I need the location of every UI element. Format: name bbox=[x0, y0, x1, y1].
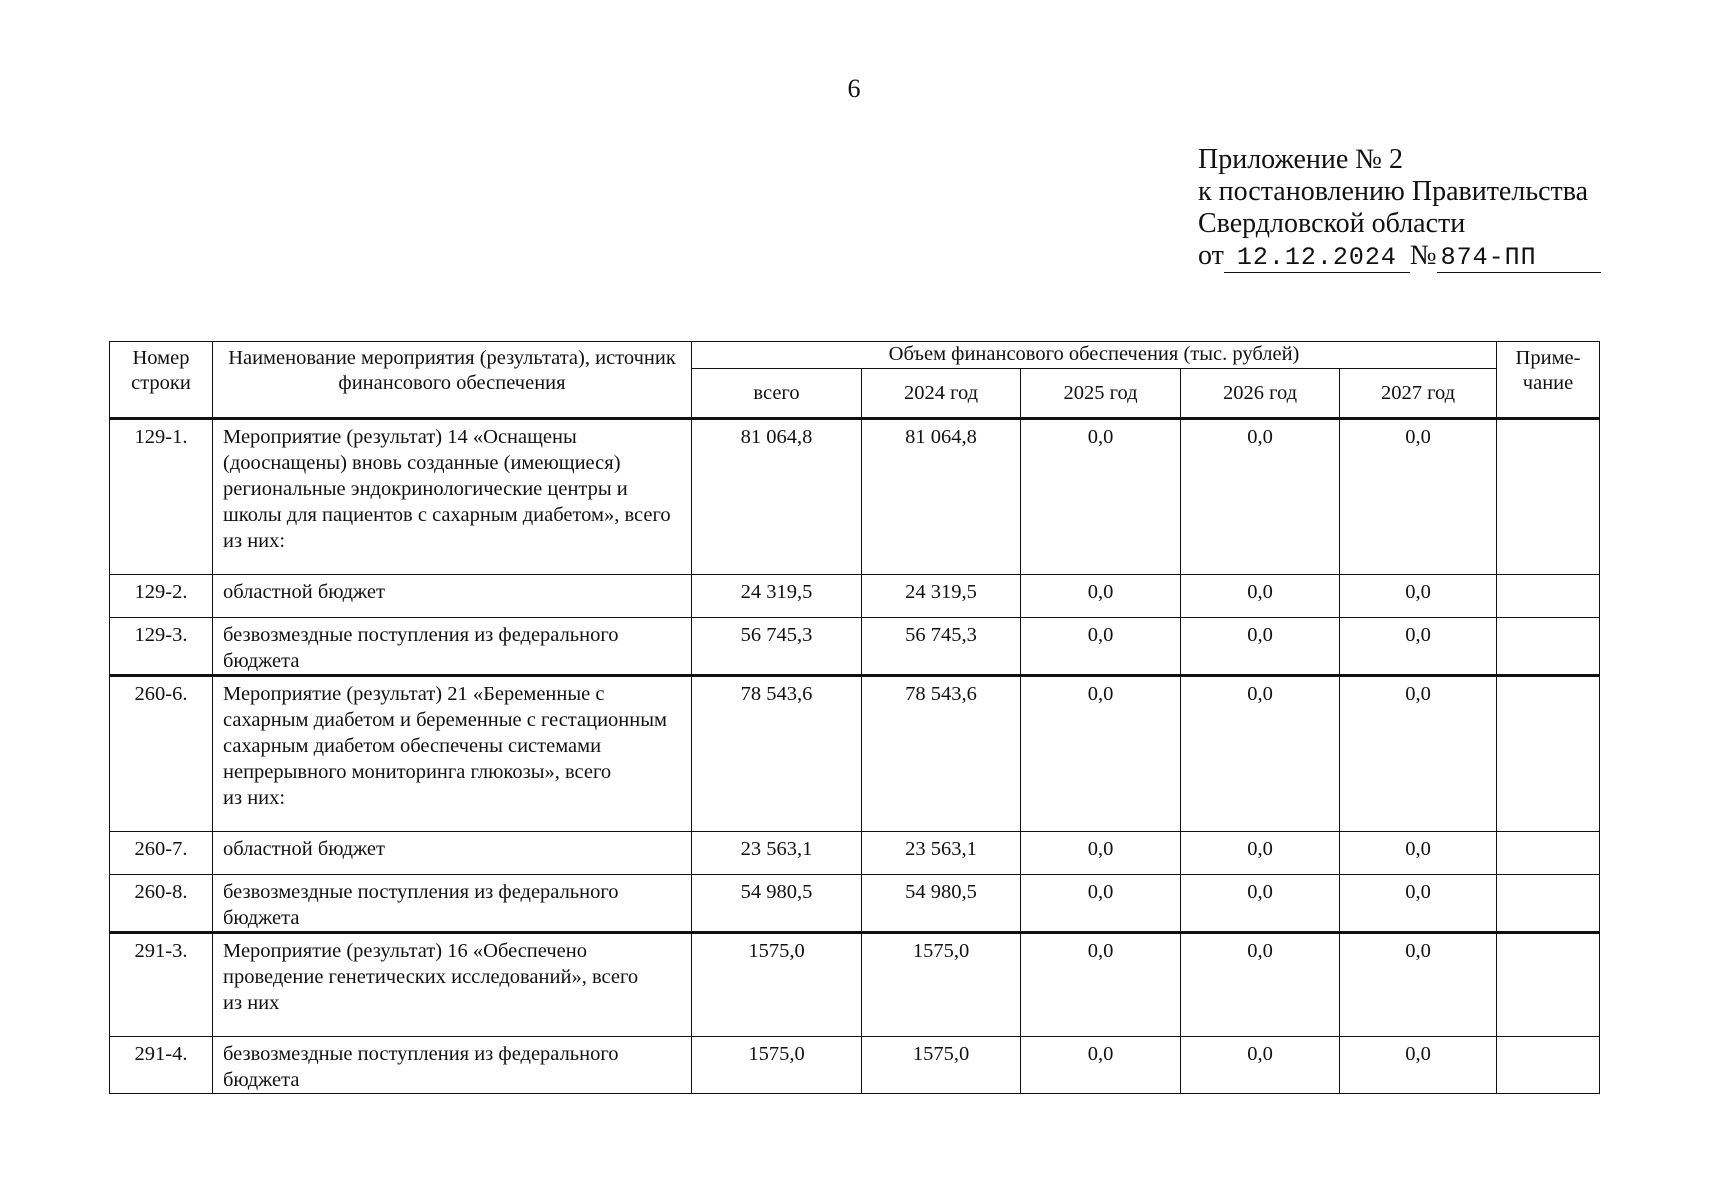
cell-2024: 24 319,5 bbox=[862, 575, 1021, 618]
cell-2027: 0,0 bbox=[1340, 933, 1497, 1037]
cell-total: 54 980,5 bbox=[692, 875, 862, 933]
cell-name-text: безвозмездные поступления из федерального бюджета bbox=[223, 1043, 619, 1091]
cell-note bbox=[1497, 1037, 1600, 1094]
cell-2025: 0,0 bbox=[1021, 1037, 1181, 1094]
cell-row-number: 129-3. bbox=[110, 618, 213, 676]
cell-name-text: безвозмездные поступления из федерального бюджета bbox=[223, 624, 619, 672]
cell-row-number: 260-7. bbox=[110, 832, 213, 875]
cell-row-number: 129-2. bbox=[110, 575, 213, 618]
cell-note bbox=[1497, 933, 1600, 1037]
cell-row-number: 291-4. bbox=[110, 1037, 213, 1094]
cell-2024: 23 563,1 bbox=[862, 832, 1021, 875]
cell-total: 23 563,1 bbox=[692, 832, 862, 875]
cell-note bbox=[1497, 575, 1600, 618]
cell-2024: 78 543,6 bbox=[862, 676, 1021, 832]
cell-note bbox=[1497, 875, 1600, 933]
cell-name bbox=[213, 875, 692, 933]
number-sign: № bbox=[1409, 240, 1437, 271]
financing-table bbox=[109, 341, 1600, 1094]
cell-2025: 0,0 bbox=[1021, 419, 1181, 575]
cell-name-sub: из них bbox=[223, 992, 280, 1014]
appendix-header bbox=[1198, 144, 1598, 273]
table-row bbox=[110, 618, 1600, 676]
cell-2024: 81 064,8 bbox=[862, 419, 1021, 575]
cell-2027: 0,0 bbox=[1340, 618, 1497, 676]
page-number: 6 bbox=[847, 74, 861, 103]
cell-name-sub: из них: bbox=[223, 787, 286, 809]
header-row-number: Номер строки bbox=[110, 342, 213, 419]
table-row bbox=[110, 419, 1600, 575]
decree-number: 874-ПП bbox=[1437, 244, 1601, 273]
cell-2027: 0,0 bbox=[1340, 832, 1497, 875]
cell-2026: 0,0 bbox=[1181, 1037, 1340, 1094]
cell-2027: 0,0 bbox=[1340, 575, 1497, 618]
appendix-region-line: Свердловской области bbox=[1198, 208, 1466, 239]
cell-2027: 0,0 bbox=[1340, 676, 1497, 832]
cell-2026: 0,0 bbox=[1181, 875, 1340, 933]
header-total: всего bbox=[692, 369, 862, 419]
table-row bbox=[110, 676, 1600, 832]
cell-name bbox=[213, 933, 692, 1037]
cell-note bbox=[1497, 419, 1600, 575]
table-row bbox=[110, 933, 1600, 1037]
cell-2026: 0,0 bbox=[1181, 832, 1340, 875]
cell-2024: 56 745,3 bbox=[862, 618, 1021, 676]
table-header bbox=[110, 342, 1600, 419]
date-prefix: от bbox=[1198, 240, 1224, 271]
cell-2026: 0,0 bbox=[1181, 618, 1340, 676]
cell-name-text: Мероприятие (результат) 16 «Обеспечено проведение генетических исследований», всего bbox=[223, 940, 639, 988]
cell-row-number: 129-1. bbox=[110, 419, 213, 575]
cell-2025: 0,0 bbox=[1021, 875, 1181, 933]
header-2027: 2027 год bbox=[1340, 369, 1497, 419]
cell-2024: 1575,0 bbox=[862, 1037, 1021, 1094]
cell-row-number: 291-3. bbox=[110, 933, 213, 1037]
cell-2024: 54 980,5 bbox=[862, 875, 1021, 933]
cell-2027: 0,0 bbox=[1340, 1037, 1497, 1094]
cell-2025: 0,0 bbox=[1021, 676, 1181, 832]
cell-2026: 0,0 bbox=[1181, 676, 1340, 832]
cell-name bbox=[213, 832, 692, 875]
cell-name-text: областной бюджет bbox=[223, 581, 385, 603]
cell-name-text: областной бюджет bbox=[223, 838, 385, 860]
cell-2025: 0,0 bbox=[1021, 933, 1181, 1037]
cell-name bbox=[213, 419, 692, 575]
header-2025: 2025 год bbox=[1021, 369, 1181, 419]
table-row bbox=[110, 575, 1600, 618]
cell-total: 81 064,8 bbox=[692, 419, 862, 575]
appendix-date-number-line bbox=[1198, 240, 1598, 273]
cell-2026: 0,0 bbox=[1181, 575, 1340, 618]
header-financing-volume: Объем финансового обеспечения (тыс. рублей) bbox=[692, 342, 1497, 369]
table-row bbox=[110, 832, 1600, 875]
cell-name bbox=[213, 618, 692, 676]
cell-2026: 0,0 bbox=[1181, 419, 1340, 575]
cell-total: 24 319,5 bbox=[692, 575, 862, 618]
table-body bbox=[110, 419, 1600, 1094]
cell-name-text: безвозмездные поступления из федерального бюджета bbox=[223, 881, 619, 929]
cell-note bbox=[1497, 832, 1600, 875]
cell-total: 1575,0 bbox=[692, 1037, 862, 1094]
cell-name bbox=[213, 575, 692, 618]
cell-name bbox=[213, 676, 692, 832]
appendix-decree-line: к постановлению Правительства bbox=[1198, 176, 1589, 207]
header-name: Наименование мероприятия (результата), источник финансового обеспечения bbox=[213, 342, 692, 419]
cell-2025: 0,0 bbox=[1021, 618, 1181, 676]
cell-name-text: Мероприятие (результат) 21 «Беременные с сахарным диабетом и беременные с гестационным сахарным диабетом обеспечены системами непрерывного мониторинга глюкозы», всего bbox=[223, 683, 667, 783]
cell-2025: 0,0 bbox=[1021, 832, 1181, 875]
cell-total: 78 543,6 bbox=[692, 676, 862, 832]
cell-2024: 1575,0 bbox=[862, 933, 1021, 1037]
header-2024: 2024 год bbox=[862, 369, 1021, 419]
cell-2027: 0,0 bbox=[1340, 875, 1497, 933]
cell-note bbox=[1497, 676, 1600, 832]
cell-note bbox=[1497, 618, 1600, 676]
cell-name bbox=[213, 1037, 692, 1094]
cell-total: 56 745,3 bbox=[692, 618, 862, 676]
cell-name-text: Мероприятие (результат) 14 «Оснащены (дооснащены) вновь созданные (имеющиеся) региональные эндокринологические центры и школы для пациентов с сахарным диабетом», всего bbox=[223, 426, 671, 526]
cell-2027: 0,0 bbox=[1340, 419, 1497, 575]
table-row bbox=[110, 1037, 1600, 1094]
cell-name-sub: из них: bbox=[223, 530, 286, 552]
cell-row-number: 260-6. bbox=[110, 676, 213, 832]
cell-total: 1575,0 bbox=[692, 933, 862, 1037]
cell-row-number: 260-8. bbox=[110, 875, 213, 933]
header-note: Приме-чание bbox=[1497, 342, 1600, 419]
decree-date: 12.12.2024 bbox=[1224, 244, 1410, 273]
cell-2025: 0,0 bbox=[1021, 575, 1181, 618]
appendix-title: Приложение № 2 bbox=[1198, 144, 1403, 175]
cell-2026: 0,0 bbox=[1181, 933, 1340, 1037]
header-2026: 2026 год bbox=[1181, 369, 1340, 419]
table-row bbox=[110, 875, 1600, 933]
